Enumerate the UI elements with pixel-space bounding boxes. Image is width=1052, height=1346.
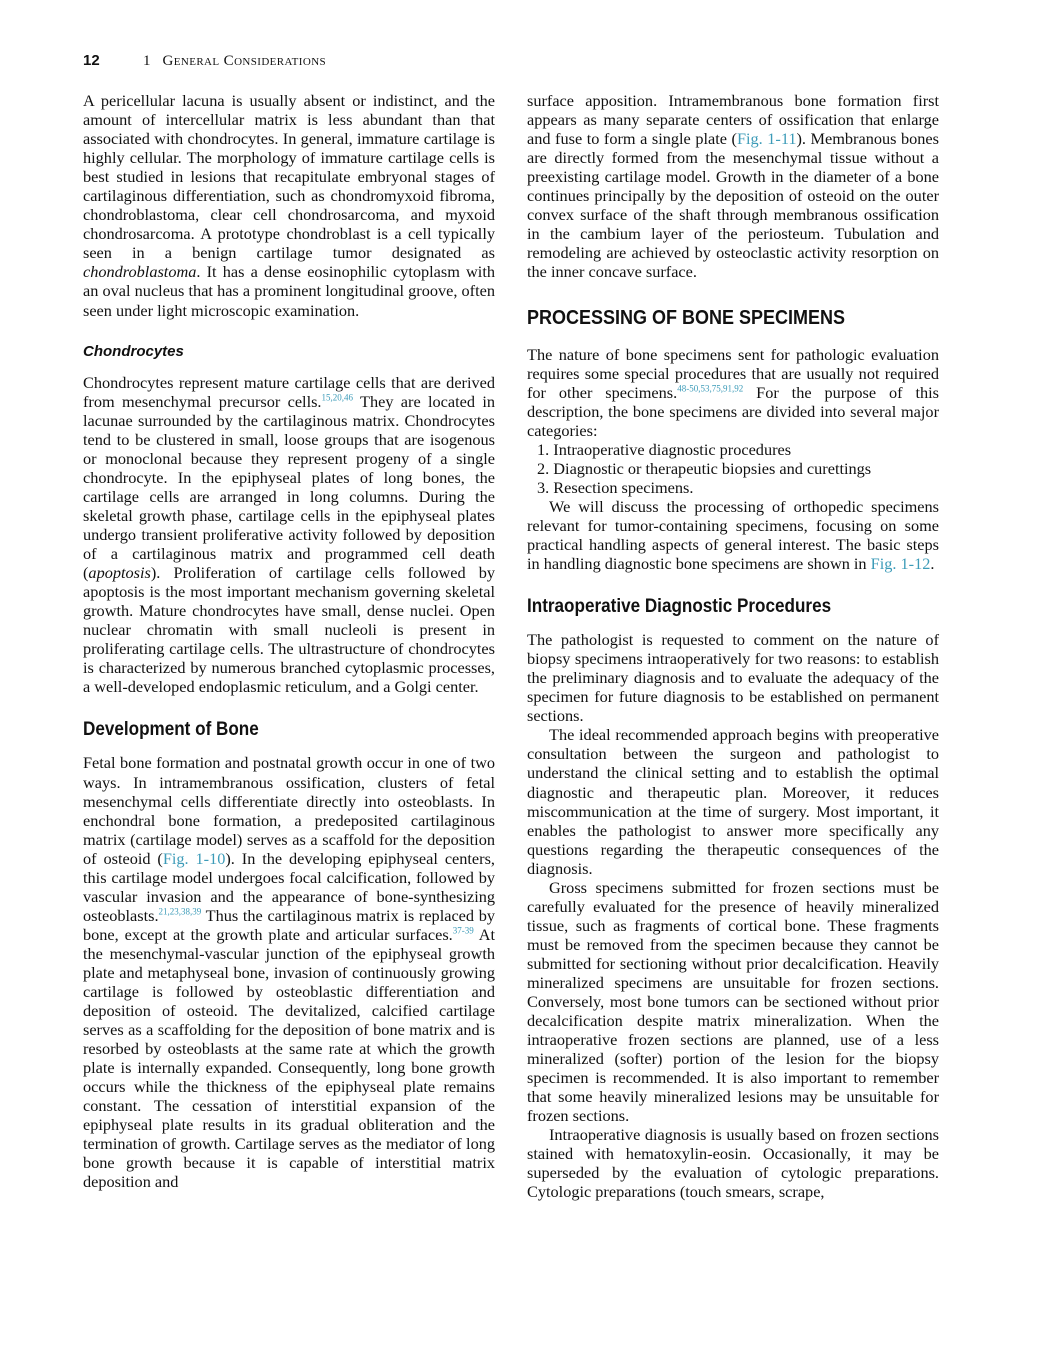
heading-intraoperative-diagnostic-procedures: Intraoperative Diagnostic Procedures [527, 596, 832, 618]
citation[interactable]: 48-50,53,75,91,92 [677, 383, 744, 394]
right-column [527, 91, 939, 1202]
figure-link[interactable]: Fig. 1-11 [736, 129, 797, 149]
heading-development-of-bone: Development of Bone [83, 719, 259, 741]
page-number: 12 [83, 52, 100, 69]
text: They are located in lacunae surrounded by the cartilaginous matrix. Chondrocytes tend to be clustered in small, loose groups that are isogenous or monoclonal because they represent progeny of a single chondrocyte. In the epiphyseal plates of long bones, the cartilage cells are arranged in long columns. During the skeletal growth phase, cartilage cells in the epiphyseal plates undergo transient proliferative activity followed by deposition of a cartilaginous matrix and programmed cell death ( [83, 391, 495, 583]
category-list [527, 440, 939, 497]
figure-link[interactable]: Fig. 1-12 [870, 554, 931, 574]
term: apoptosis [88, 563, 151, 583]
citation[interactable]: 37-39 [452, 925, 474, 936]
paragraph: Intraoperative diagnosis is usually based on frozen sections stained with hematoxylin-eosin. Occasionally, it may be superseded by the evaluation of cytologic preparations. Cytologic preparations (touch smears, scrape, [527, 1125, 939, 1202]
chapter-title: General Considerations [162, 53, 327, 69]
text: The nature of bone specimens sent for pathologic evaluation requires some special procedures that are usually not required for other specimens. [527, 344, 939, 402]
text: ). Membranous bones are directly formed from the mesenchymal tissue without a preexisting cartilage model. Growth in the diameter of a bone continues principally by the deposition of osteoid on the outer convex surface of the shaft through membranous ossification in the cambium layer of the periosteum. Tubulation and remodeling are achieved by osteoclastic activity resorption on the inner concave surface. [527, 129, 939, 282]
paragraph [527, 497, 939, 573]
paragraph: The ideal recommended approach begins with preoperative consultation between the surgeon and pathologist to understand the clinical setting and to establish the optimal diagnostic and therapeutic plan. Moreover, it reduces miscommunication at the time of surgery. Most important, it enables the pathologist to answer more specifically any questions regarding the therapeutic consequences of the diagnosis. [527, 725, 939, 878]
subheading-chondrocytes: Chondrocytes [83, 342, 184, 360]
paragraph [83, 91, 495, 320]
text: Chondrocytes represent mature cartilage cells that are derived from mesenchymal precursor cells. [83, 372, 495, 411]
text: Fetal bone formation and postnatal growth occur in one of two ways. In intramembranous ossification, clusters of fetal mesenchymal cells differentiate directly into osteoblasts. In enchondral bone formation, a predeposited cartilaginous matrix (cartilage model) serves as a scaffold for the deposition of osteoid ( [83, 753, 495, 868]
paragraph [83, 373, 495, 697]
citation[interactable]: 15,20,46 [321, 392, 353, 403]
text: Thus the cartilaginous matrix is replaced by bone, except at the growth plate and articular surfaces. [83, 905, 495, 944]
text: ). Proliferation of cartilage cells followed by apoptosis is the most important mechanism governing skeletal growth. Mature chondrocytes have small, dense nuclei. Open nuclear chromatin with small nucleoli is present in proliferating cartilage cells. The ultrastructure of chondrocytes is characterized by numerous branched cytoplasmic processes, a well-developed endoplasmic reticulum, and a Golgi center. [83, 563, 495, 697]
paragraph: The pathologist is requested to comment on the nature of biopsy specimens intraoperatively for two reasons: to establish the preliminary diagnosis and to evaluate the adequacy of the specimen for future diagnosis to be established on permanent sections. [527, 630, 939, 726]
citation[interactable]: 21,23,38,39 [158, 906, 202, 917]
text: surface apposition. Intramembranous bone formation first appears as many separate centers of ossification that enlarge and fuse to form a single plate ( [527, 91, 939, 149]
chapter-number: 1 [143, 53, 151, 69]
figure-link[interactable]: Fig. 1-10 [162, 848, 226, 868]
list-item: 1. Intraoperative diagnostic procedures [537, 439, 792, 459]
text: At the mesenchymal-vascular junction of the epiphyseal growth plate and metaphyseal bone, invasion of continuously growing cartilage is followed by osteoblastic differentiation and deposition of osteoid. The devitalized, calcified cartilage serves as a scaffolding for the deposition of bone matrix and is resorbed by osteoblasts at the same rate at which the growth plate is internally expanded. Consequently, long bone growth occurs while the thickness of the epiphyseal plate remains constant. The cessation of interstitial expansion of the epiphyseal plate results in its gradual obliteration and the termination of growth. Cartilage serves as the mediator of long bone growth because it is capable of interstitial matrix deposition and [83, 924, 495, 1192]
paragraph [83, 753, 495, 1191]
running-head [83, 50, 326, 72]
heading-processing-of-bone-specimens: PROCESSING OF BONE SPECIMENS [527, 307, 846, 330]
left-column [83, 91, 495, 1192]
text: A pericellular lacuna is usually absent or indistinct, and the amount of intercellular matrix is less abundant than that associated with chondrocytes. In general, immature cartilage is highly cellular. The morphology of immature cartilage cells is best studied in lesions that recapitulate embryonal stages of cartilaginous differentiation, such as chondromyxoid fibroma, chondroblastoma, clear cell chondrosarcoma, and myxoid chondrosarcoma. A prototype chondroblast is a cell typically seen in a benign cartilage tumor designated as [83, 91, 495, 263]
text: . [930, 554, 935, 574]
text: For the purpose of this description, the bone specimens are divided into several major categories: [527, 382, 940, 440]
term: chondroblastoma [83, 262, 197, 282]
paragraph [527, 345, 939, 440]
text: We will discuss the processing of orthopedic specimens relevant for tumor-containing specimens, focusing on some practical handling aspects of general interest. The basic steps in handling diagnostic bone specimens are shown in [527, 496, 939, 574]
paragraph [527, 91, 939, 281]
list-item: 3. Resection specimens. [537, 477, 694, 497]
text: . It has a dense eosinophilic cytoplasm with an oval nucleus that has a prominent longitudinal groove, often seen under light microscopic examination. [83, 262, 495, 320]
list-item: 2. Diagnostic or therapeutic biopsies and curettings [537, 458, 872, 478]
paragraph: Gross specimens submitted for frozen sections must be carefully evaluated for the presence of heavily mineralized tissue, such as fragments of cortical bone. These fragments must be removed from the specimen because they cannot be submitted for sectioning without prior decalcification. Heavily mineralized specimens are unsuitable for frozen sections. Conversely, most bone tumors can be sectioned without prior decalcification despite matrix mineralization. When the intraoperative frozen sections are planned, use of a less mineralized (softer) portion of the lesion for the biopsy specimen is recommended. It is also important to remember that some heavily mineralized lesions may be unsuitable for frozen sections. [527, 877, 939, 1126]
text: ). In the developing epiphyseal centers, this cartilage model undergoes focal calcification, followed by vascular invasion and the appearance of bone-synthesizing osteoblasts. [83, 848, 495, 925]
